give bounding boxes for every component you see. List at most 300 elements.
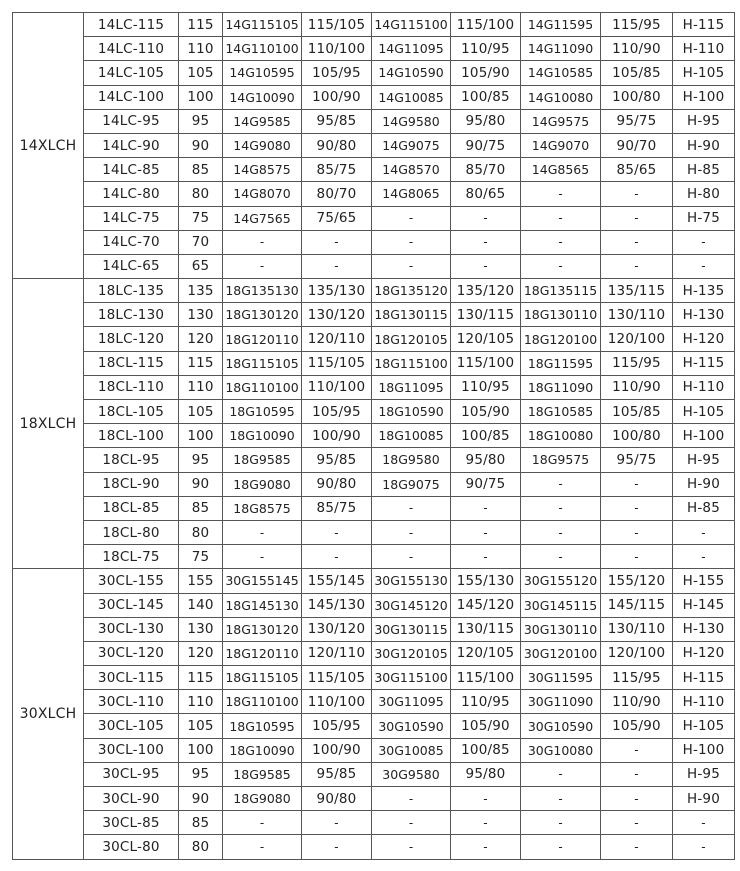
- housing-cell: H-95: [673, 762, 735, 786]
- ratio-c-cell: 95/75: [601, 448, 673, 472]
- ratio-c-cell: 105/85: [601, 61, 673, 85]
- table-row: [13, 714, 735, 738]
- ratio-c-cell: -: [601, 811, 673, 835]
- part-b-cell: 18G120105: [372, 327, 451, 351]
- part-b-cell: 14G9580: [372, 109, 451, 133]
- part-c-cell: 18G120100: [521, 327, 601, 351]
- housing-cell: H-85: [673, 158, 735, 182]
- housing-cell: H-110: [673, 690, 735, 714]
- ratio-c-cell: 155/120: [601, 569, 673, 593]
- ratio-c-cell: -: [601, 738, 673, 762]
- ratio-b-cell: 80/65: [451, 182, 521, 206]
- part-c-cell: 30G11595: [521, 666, 601, 690]
- table-row: [13, 37, 735, 61]
- model-cell: 30CL-120: [84, 641, 179, 665]
- part-a-cell: 18G115105: [223, 666, 302, 690]
- size-cell: 100: [179, 85, 223, 109]
- ratio-b-cell: 130/115: [451, 303, 521, 327]
- part-b-cell: 30G120105: [372, 641, 451, 665]
- part-b-cell: 18G9075: [372, 472, 451, 496]
- table-row: [13, 690, 735, 714]
- ratio-a-cell: 100/90: [302, 85, 372, 109]
- size-cell: 140: [179, 593, 223, 617]
- part-a-cell: 18G9080: [223, 472, 302, 496]
- part-c-cell: -: [521, 811, 601, 835]
- size-cell: 130: [179, 303, 223, 327]
- part-a-cell: 18G9080: [223, 787, 302, 811]
- part-b-cell: 14G9075: [372, 133, 451, 157]
- housing-cell: H-115: [673, 13, 735, 37]
- part-a-cell: 18G145130: [223, 593, 302, 617]
- ratio-b-cell: -: [451, 787, 521, 811]
- part-b-cell: 18G9580: [372, 448, 451, 472]
- part-c-cell: 14G10080: [521, 85, 601, 109]
- part-c-cell: 30G10590: [521, 714, 601, 738]
- model-cell: 30CL-130: [84, 617, 179, 641]
- part-c-cell: 30G145115: [521, 593, 601, 617]
- ratio-c-cell: 85/65: [601, 158, 673, 182]
- model-cell: 18CL-110: [84, 375, 179, 399]
- group-label: 30XLCH: [13, 569, 84, 859]
- housing-cell: H-120: [673, 641, 735, 665]
- part-a-cell: 14G8575: [223, 158, 302, 182]
- housing-cell: H-100: [673, 424, 735, 448]
- housing-cell: H-105: [673, 400, 735, 424]
- size-cell: 155: [179, 569, 223, 593]
- model-cell: 14LC-115: [84, 13, 179, 37]
- ratio-a-cell: 95/85: [302, 448, 372, 472]
- part-b-cell: -: [372, 811, 451, 835]
- part-a-cell: 18G115105: [223, 351, 302, 375]
- size-cell: 135: [179, 279, 223, 303]
- ratio-c-cell: -: [601, 182, 673, 206]
- part-b-cell: 18G130115: [372, 303, 451, 327]
- part-b-cell: 18G115100: [372, 351, 451, 375]
- model-cell: 30CL-110: [84, 690, 179, 714]
- table-row: [13, 496, 735, 520]
- ratio-b-cell: -: [451, 835, 521, 859]
- part-c-cell: 14G8565: [521, 158, 601, 182]
- ratio-c-cell: 115/95: [601, 351, 673, 375]
- size-cell: 120: [179, 641, 223, 665]
- size-cell: 105: [179, 61, 223, 85]
- ratio-b-cell: -: [451, 496, 521, 520]
- part-a-cell: 14G8070: [223, 182, 302, 206]
- table-row: [13, 424, 735, 448]
- ratio-b-cell: 85/70: [451, 158, 521, 182]
- model-cell: 30CL-105: [84, 714, 179, 738]
- part-a-cell: 18G9585: [223, 762, 302, 786]
- ratio-a-cell: 110/100: [302, 375, 372, 399]
- table-row: [13, 593, 735, 617]
- ratio-b-cell: 135/120: [451, 279, 521, 303]
- part-a-cell: 18G120110: [223, 327, 302, 351]
- part-b-cell: 30G11095: [372, 690, 451, 714]
- housing-cell: -: [673, 835, 735, 859]
- part-a-cell: 30G155145: [223, 569, 302, 593]
- ratio-a-cell: 105/95: [302, 61, 372, 85]
- model-cell: 14LC-90: [84, 133, 179, 157]
- part-c-cell: -: [521, 206, 601, 230]
- ratio-c-cell: -: [601, 762, 673, 786]
- size-cell: 75: [179, 545, 223, 569]
- housing-cell: H-115: [673, 666, 735, 690]
- part-b-cell: 18G10590: [372, 400, 451, 424]
- part-c-cell: 18G130110: [521, 303, 601, 327]
- model-cell: 18CL-75: [84, 545, 179, 569]
- ratio-c-cell: -: [601, 496, 673, 520]
- part-b-cell: -: [372, 787, 451, 811]
- table-row: [13, 617, 735, 641]
- part-a-cell: 18G110100: [223, 690, 302, 714]
- ratio-b-cell: -: [451, 811, 521, 835]
- table-row: [13, 182, 735, 206]
- model-cell: 30CL-95: [84, 762, 179, 786]
- ratio-a-cell: 115/105: [302, 666, 372, 690]
- table-row: [13, 206, 735, 230]
- ratio-b-cell: 110/95: [451, 375, 521, 399]
- ratio-b-cell: 100/85: [451, 424, 521, 448]
- ratio-a-cell: 90/80: [302, 787, 372, 811]
- ratio-a-cell: 120/110: [302, 327, 372, 351]
- ratio-a-cell: 75/65: [302, 206, 372, 230]
- ratio-a-cell: 95/85: [302, 762, 372, 786]
- ratio-a-cell: 110/100: [302, 37, 372, 61]
- ratio-b-cell: 115/100: [451, 351, 521, 375]
- housing-cell: H-90: [673, 133, 735, 157]
- size-cell: 115: [179, 666, 223, 690]
- housing-cell: H-75: [673, 206, 735, 230]
- model-cell: 14LC-65: [84, 254, 179, 278]
- ratio-c-cell: -: [601, 835, 673, 859]
- part-b-cell: 18G11095: [372, 375, 451, 399]
- model-cell: 18CL-100: [84, 424, 179, 448]
- ratio-a-cell: 120/110: [302, 641, 372, 665]
- size-cell: 115: [179, 13, 223, 37]
- ratio-c-cell: 110/90: [601, 690, 673, 714]
- ratio-a-cell: -: [302, 811, 372, 835]
- part-b-cell: 14G115100: [372, 13, 451, 37]
- part-c-cell: 18G11595: [521, 351, 601, 375]
- group-label: 14XLCH: [13, 13, 84, 279]
- part-b-cell: 30G10590: [372, 714, 451, 738]
- part-c-cell: -: [521, 230, 601, 254]
- ratio-a-cell: 115/105: [302, 351, 372, 375]
- part-a-cell: 14G10090: [223, 85, 302, 109]
- housing-cell: -: [673, 254, 735, 278]
- group-label: 18XLCH: [13, 279, 84, 569]
- ratio-b-cell: 90/75: [451, 133, 521, 157]
- table-row: [13, 762, 735, 786]
- table-row: [13, 279, 735, 303]
- model-cell: 30CL-85: [84, 811, 179, 835]
- part-b-cell: 18G10085: [372, 424, 451, 448]
- ratio-b-cell: -: [451, 230, 521, 254]
- size-cell: 90: [179, 472, 223, 496]
- part-a-cell: 14G9080: [223, 133, 302, 157]
- model-cell: 14LC-80: [84, 182, 179, 206]
- housing-cell: H-105: [673, 714, 735, 738]
- part-b-cell: -: [372, 835, 451, 859]
- ratio-c-cell: 115/95: [601, 13, 673, 37]
- ratio-a-cell: 130/120: [302, 617, 372, 641]
- part-a-cell: 18G10090: [223, 738, 302, 762]
- ratio-a-cell: 100/90: [302, 738, 372, 762]
- ratio-a-cell: -: [302, 254, 372, 278]
- ratio-b-cell: 115/100: [451, 13, 521, 37]
- ratio-a-cell: 95/85: [302, 109, 372, 133]
- model-cell: 14LC-100: [84, 85, 179, 109]
- size-cell: 120: [179, 327, 223, 351]
- housing-cell: -: [673, 811, 735, 835]
- housing-cell: H-155: [673, 569, 735, 593]
- table-row: [13, 448, 735, 472]
- ratio-b-cell: 90/75: [451, 472, 521, 496]
- table-row: [13, 375, 735, 399]
- ratio-a-cell: 145/130: [302, 593, 372, 617]
- ratio-b-cell: 130/115: [451, 617, 521, 641]
- ratio-a-cell: 100/90: [302, 424, 372, 448]
- ratio-c-cell: 145/115: [601, 593, 673, 617]
- housing-cell: H-120: [673, 327, 735, 351]
- size-cell: 100: [179, 424, 223, 448]
- ratio-c-cell: 100/80: [601, 85, 673, 109]
- part-c-cell: -: [521, 787, 601, 811]
- part-a-cell: 14G10595: [223, 61, 302, 85]
- ratio-c-cell: 120/100: [601, 327, 673, 351]
- ratio-b-cell: 95/80: [451, 762, 521, 786]
- ratio-b-cell: 105/90: [451, 400, 521, 424]
- part-a-cell: 18G110100: [223, 375, 302, 399]
- ratio-c-cell: 100/80: [601, 424, 673, 448]
- model-cell: 18LC-135: [84, 279, 179, 303]
- part-b-cell: 14G8065: [372, 182, 451, 206]
- part-a-cell: 18G135130: [223, 279, 302, 303]
- ratio-a-cell: 110/100: [302, 690, 372, 714]
- part-a-cell: 14G115105: [223, 13, 302, 37]
- model-cell: 30CL-100: [84, 738, 179, 762]
- part-a-cell: 18G8575: [223, 496, 302, 520]
- model-cell: 30CL-115: [84, 666, 179, 690]
- part-c-cell: 18G135115: [521, 279, 601, 303]
- part-c-cell: -: [521, 182, 601, 206]
- table-row: [13, 158, 735, 182]
- housing-cell: -: [673, 230, 735, 254]
- ratio-c-cell: -: [601, 545, 673, 569]
- housing-cell: H-110: [673, 375, 735, 399]
- part-c-cell: 30G11090: [521, 690, 601, 714]
- size-cell: 80: [179, 182, 223, 206]
- ratio-b-cell: 155/130: [451, 569, 521, 593]
- part-a-cell: -: [223, 811, 302, 835]
- part-c-cell: 30G155120: [521, 569, 601, 593]
- size-cell: 95: [179, 762, 223, 786]
- table-row: [13, 400, 735, 424]
- housing-cell: H-90: [673, 787, 735, 811]
- part-b-cell: 14G11095: [372, 37, 451, 61]
- size-cell: 95: [179, 448, 223, 472]
- size-cell: 105: [179, 400, 223, 424]
- model-cell: 30CL-90: [84, 787, 179, 811]
- ratio-c-cell: -: [601, 206, 673, 230]
- size-cell: 90: [179, 133, 223, 157]
- ratio-b-cell: -: [451, 206, 521, 230]
- table-row: [13, 666, 735, 690]
- part-b-cell: 30G10085: [372, 738, 451, 762]
- part-b-cell: 30G9580: [372, 762, 451, 786]
- ratio-a-cell: 85/75: [302, 158, 372, 182]
- housing-cell: H-100: [673, 738, 735, 762]
- ratio-a-cell: 115/105: [302, 13, 372, 37]
- table-row: [13, 303, 735, 327]
- ratio-a-cell: -: [302, 545, 372, 569]
- ratio-a-cell: 90/80: [302, 472, 372, 496]
- size-cell: 65: [179, 254, 223, 278]
- ratio-c-cell: 105/85: [601, 400, 673, 424]
- part-b-cell: -: [372, 230, 451, 254]
- part-b-cell: 14G10085: [372, 85, 451, 109]
- part-a-cell: -: [223, 520, 302, 544]
- size-cell: 85: [179, 811, 223, 835]
- part-a-cell: 18G130120: [223, 303, 302, 327]
- ratio-b-cell: 100/85: [451, 85, 521, 109]
- model-cell: 14LC-75: [84, 206, 179, 230]
- housing-cell: H-145: [673, 593, 735, 617]
- table-row: [13, 520, 735, 544]
- size-cell: 95: [179, 109, 223, 133]
- table-row: [13, 569, 735, 593]
- ratio-c-cell: 110/90: [601, 37, 673, 61]
- ratio-c-cell: 105/90: [601, 714, 673, 738]
- part-b-cell: 30G130115: [372, 617, 451, 641]
- table-row: [13, 61, 735, 85]
- part-c-cell: 30G130110: [521, 617, 601, 641]
- size-cell: 130: [179, 617, 223, 641]
- ratio-a-cell: -: [302, 230, 372, 254]
- housing-cell: H-105: [673, 61, 735, 85]
- model-cell: 18LC-130: [84, 303, 179, 327]
- table-row: [13, 351, 735, 375]
- part-c-cell: 18G11090: [521, 375, 601, 399]
- ratio-a-cell: 135/130: [302, 279, 372, 303]
- table-row: [13, 787, 735, 811]
- size-cell: 70: [179, 230, 223, 254]
- ratio-c-cell: 90/70: [601, 133, 673, 157]
- ratio-a-cell: 80/70: [302, 182, 372, 206]
- table-row: [13, 811, 735, 835]
- ratio-c-cell: 115/95: [601, 666, 673, 690]
- ratio-b-cell: 95/80: [451, 448, 521, 472]
- table-row: [13, 641, 735, 665]
- model-cell: 14LC-105: [84, 61, 179, 85]
- size-cell: 110: [179, 375, 223, 399]
- part-b-cell: 30G145120: [372, 593, 451, 617]
- part-c-cell: -: [521, 472, 601, 496]
- ratio-b-cell: -: [451, 520, 521, 544]
- part-b-cell: -: [372, 206, 451, 230]
- part-a-cell: 18G10595: [223, 714, 302, 738]
- size-cell: 75: [179, 206, 223, 230]
- part-c-cell: -: [521, 545, 601, 569]
- housing-cell: H-130: [673, 303, 735, 327]
- part-c-cell: 14G9070: [521, 133, 601, 157]
- model-cell: 30CL-80: [84, 835, 179, 859]
- housing-cell: H-110: [673, 37, 735, 61]
- ratio-a-cell: -: [302, 835, 372, 859]
- ratio-a-cell: 155/145: [302, 569, 372, 593]
- size-cell: 80: [179, 835, 223, 859]
- part-a-cell: 14G7565: [223, 206, 302, 230]
- part-a-cell: 18G10595: [223, 400, 302, 424]
- size-cell: 80: [179, 520, 223, 544]
- ratio-a-cell: 90/80: [302, 133, 372, 157]
- housing-cell: -: [673, 520, 735, 544]
- housing-cell: H-100: [673, 85, 735, 109]
- ratio-b-cell: 105/90: [451, 714, 521, 738]
- model-cell: 30CL-145: [84, 593, 179, 617]
- part-c-cell: 30G120100: [521, 641, 601, 665]
- part-a-cell: 14G110100: [223, 37, 302, 61]
- size-cell: 115: [179, 351, 223, 375]
- ratio-b-cell: 145/120: [451, 593, 521, 617]
- part-a-cell: -: [223, 835, 302, 859]
- ratio-a-cell: 130/120: [302, 303, 372, 327]
- part-c-cell: 14G11595: [521, 13, 601, 37]
- ratio-b-cell: 110/95: [451, 37, 521, 61]
- ratio-c-cell: -: [601, 472, 673, 496]
- part-c-cell: -: [521, 520, 601, 544]
- ratio-b-cell: 105/90: [451, 61, 521, 85]
- part-a-cell: 18G120110: [223, 641, 302, 665]
- part-b-cell: 14G8570: [372, 158, 451, 182]
- part-c-cell: 18G10585: [521, 400, 601, 424]
- model-cell: 18CL-105: [84, 400, 179, 424]
- ratio-b-cell: 120/105: [451, 641, 521, 665]
- part-a-cell: -: [223, 230, 302, 254]
- size-cell: 85: [179, 158, 223, 182]
- ratio-c-cell: 110/90: [601, 375, 673, 399]
- model-cell: 14LC-70: [84, 230, 179, 254]
- housing-cell: H-135: [673, 279, 735, 303]
- ratio-c-cell: -: [601, 230, 673, 254]
- size-cell: 90: [179, 787, 223, 811]
- model-cell: 14LC-110: [84, 37, 179, 61]
- ratio-c-cell: 130/110: [601, 617, 673, 641]
- model-cell: 18CL-85: [84, 496, 179, 520]
- part-c-cell: 14G9575: [521, 109, 601, 133]
- housing-cell: H-90: [673, 472, 735, 496]
- ratio-a-cell: 105/95: [302, 400, 372, 424]
- housing-cell: H-95: [673, 448, 735, 472]
- table-row: [13, 254, 735, 278]
- part-c-cell: 18G9575: [521, 448, 601, 472]
- sizing-table-body: [13, 13, 735, 860]
- size-cell: 85: [179, 496, 223, 520]
- part-c-cell: -: [521, 496, 601, 520]
- ratio-b-cell: 100/85: [451, 738, 521, 762]
- housing-cell: H-80: [673, 182, 735, 206]
- ratio-b-cell: -: [451, 545, 521, 569]
- part-b-cell: 30G115100: [372, 666, 451, 690]
- table-row: [13, 835, 735, 859]
- part-a-cell: -: [223, 254, 302, 278]
- part-c-cell: 14G11090: [521, 37, 601, 61]
- part-a-cell: -: [223, 545, 302, 569]
- ratio-a-cell: 105/95: [302, 714, 372, 738]
- part-b-cell: -: [372, 520, 451, 544]
- part-b-cell: -: [372, 496, 451, 520]
- table-row: [13, 133, 735, 157]
